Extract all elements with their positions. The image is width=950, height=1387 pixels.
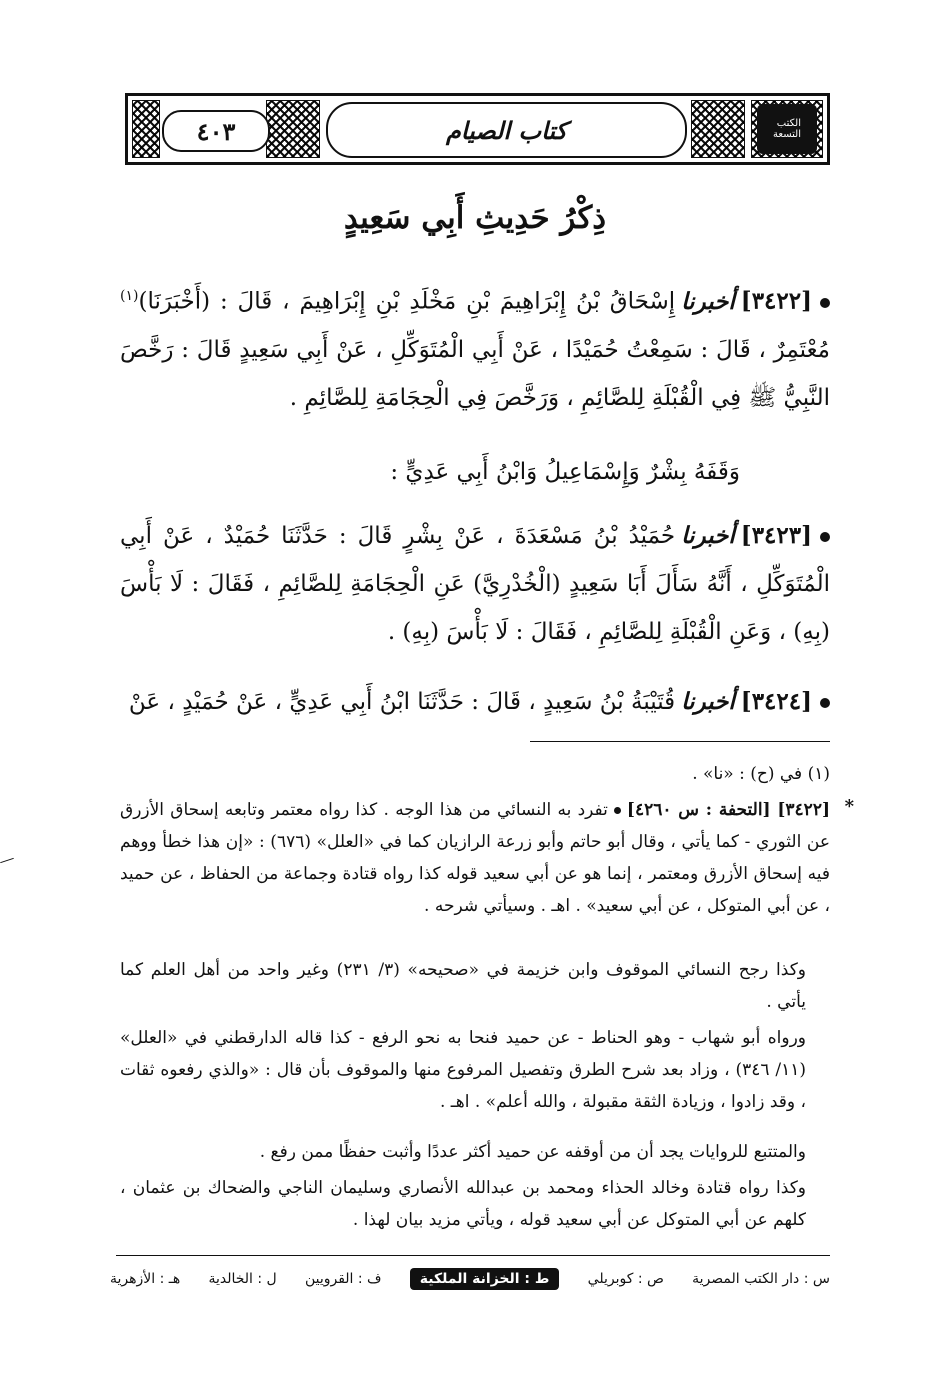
hadith-3423 [120, 512, 830, 656]
hadith-text: قُتَيْبَةُ بْنُ سَعِيدٍ ، قَالَ : حَدَّثَنَا ابْنُ أَبِي عَدِيٍّ ، عَنْ حُمَيْدٍ ، عَنْ [128, 689, 676, 715]
book-title-cartouche [326, 102, 687, 158]
legend-separator [116, 1255, 830, 1256]
akhbarana-label: أخبرنا [681, 287, 735, 315]
bullet-icon [820, 532, 830, 542]
footnote-para-4: والمتتبع للروايات يجد أن من أوقفه عن حميد أكثر عددًا وأثبت حفظًا ممن رفع . [259, 1142, 806, 1162]
logo-text-line-2: التسعة [773, 129, 801, 140]
footnote-para-2: وكذا رجح النسائي الموقوف وابن خزيمة في «صحيحه» (٣/ ٢٣١) وغير واحد من أهل العلم كما يأتي . [120, 960, 806, 1012]
manuscript-legend [110, 1263, 830, 1295]
legend-item-lam: ل : الخالدية [208, 1271, 277, 1287]
footnote-para-5: وكذا رواه قتادة وخالد الحذاء ومحمد بن عبدالله الأنصاري وسليمان الناجي والضحاك بن عثمان ، كلهم عن أبي المتوكل عن أبي سعيد قوله ، ويأتي مزيد بيان لهذا . [120, 1178, 806, 1230]
section-heading: ذِكْرُ حَدِيثِ أَبِي سَعِيدٍ [343, 200, 607, 236]
legend-item-ta-highlighted: ط : الخزانة الملكية [410, 1268, 560, 1290]
header-ornament-left [132, 100, 160, 158]
bullet-icon [614, 807, 621, 814]
margin-mark [0, 858, 14, 863]
footnote-takhrij [120, 794, 830, 922]
logo-text-line-1: الكتب [776, 118, 801, 129]
hadith-3424 [120, 678, 830, 726]
akhbarana-label: أخبرنا [681, 688, 735, 715]
hadith-3422 [120, 272, 830, 422]
hadith-text: إِسْحَاقُ بْنُ إِبْرَاهِيمَ بْنِ مَخْلَدِ بْنِ إِبْرَاهِيمَ ، قَالَ : (أَخْبَرَنَا) [138, 288, 676, 315]
hadith-number: [٣٤٢٢] [740, 287, 812, 315]
bullet-icon [820, 298, 830, 308]
header-ornament-right-inner [691, 100, 745, 158]
legend-item-ha: هـ : الأزهرية [110, 1271, 181, 1287]
footnote-para-3: ورواه أبو شهاب - وهو الحناط - عن حميد فنحا به نحو الرفع - كذا قاله الدارقطني في «العلل» (١١/ ٣٤٦) ، وزاد بعد شرح الطرق وتفصيل المرفوع منها والموقوف بأن قال : «والذي رفعوه ثقات ، وقد زادوا ، وزيادة الثقة مقبولة ، والله أعلم» . اهـ . [120, 1028, 806, 1112]
header-ornament-left-inner [266, 100, 320, 158]
hadith-continuation: مُعْتَمِرٌ ، قَالَ : سَمِعْتُ حُمَيْدًا ، عَنْ أَبِي الْمُتَوَكِّلِ ، عَنْ أَبِي سَعِيدٍ قَالَ : رَخَّصَ النَّبِيُّ ﷺ فِي الْقُبْلَةِ لِلصَّائِمِ ، وَرَخَّصَ فِي الْحِجَامَةِ لِلصَّائِمِ . [120, 336, 830, 411]
hadith-number: [٣٤٢٤] [740, 688, 812, 715]
footnote-ref[interactable]: (١) [120, 288, 139, 304]
legend-item-s: س : دار الكتب المصرية [692, 1271, 830, 1287]
footnote-separator [530, 741, 830, 742]
book-title: كتاب الصيام [445, 115, 568, 145]
page-number: ٤٠٣ [196, 116, 236, 146]
page-header-banner [125, 93, 830, 165]
legend-item-sad: ص : كوبريلي [587, 1271, 664, 1287]
mawquf-note: وَقَفَهُ بِشْرٌ وَإِسْمَاعِيلُ وَابْنُ أَبِي عَدِيٍّ : [390, 459, 740, 485]
page-number-cartouche [162, 110, 270, 152]
legend-item-fa: ف : القرويين [304, 1271, 382, 1287]
asterisk-icon: * [844, 796, 854, 817]
collection-logo [757, 104, 817, 154]
footnote-variant: (١) في (ح) : «نا» . [692, 764, 830, 784]
tuhfa-reference: [٣٤٢٢] [التحفة : س ٤٢٦٠] [626, 800, 830, 820]
hadith-number: [٣٤٢٣] [740, 522, 812, 549]
hadith-text: حُمَيْدُ بْنُ مَسْعَدَةَ ، عَنْ بِشْرٍ قَالَ : حَدَّثَنَا حُمَيْدٌ ، عَنْ أَبِي الْمُتَوَكِّلِ ، أَنَّهُ سَأَلَ أَبَا سَعِيدٍ (الْخُدْرِيَّ) عَنِ الْحِجَامَةِ لِلصَّائِمِ ، فَقَالَ : لَا بَأْسَ (بِهِ) ، وَعَنِ الْقُبْلَةِ لِلصَّائِمِ ، فَقَالَ : لَا بَأْسَ (بِهِ) . [120, 523, 830, 645]
takhrij-text: تفرد به النسائي من هذا الوجه . كذا رواه معتمر وتابعه إسحاق الأزرق عن الثوري - كما يأتي ، وقال أبو حاتم وأبو زرعة الرازيان كما في «العلل» (٦٧٦) : «إن هذا خطأ ووهم فيه إسحاق الأزرق ومعتمر ، إنما هو عن أبي سعيد قوله كذا رواه قتادة وجماعة من الحفاظ ، عن حميد ، عن أبي المتوكل ، عن أبي سعيد» . اهـ . وسيأتي شرحه . [120, 800, 830, 916]
akhbarana-label: أخبرنا [681, 522, 735, 549]
bullet-icon [820, 698, 830, 708]
